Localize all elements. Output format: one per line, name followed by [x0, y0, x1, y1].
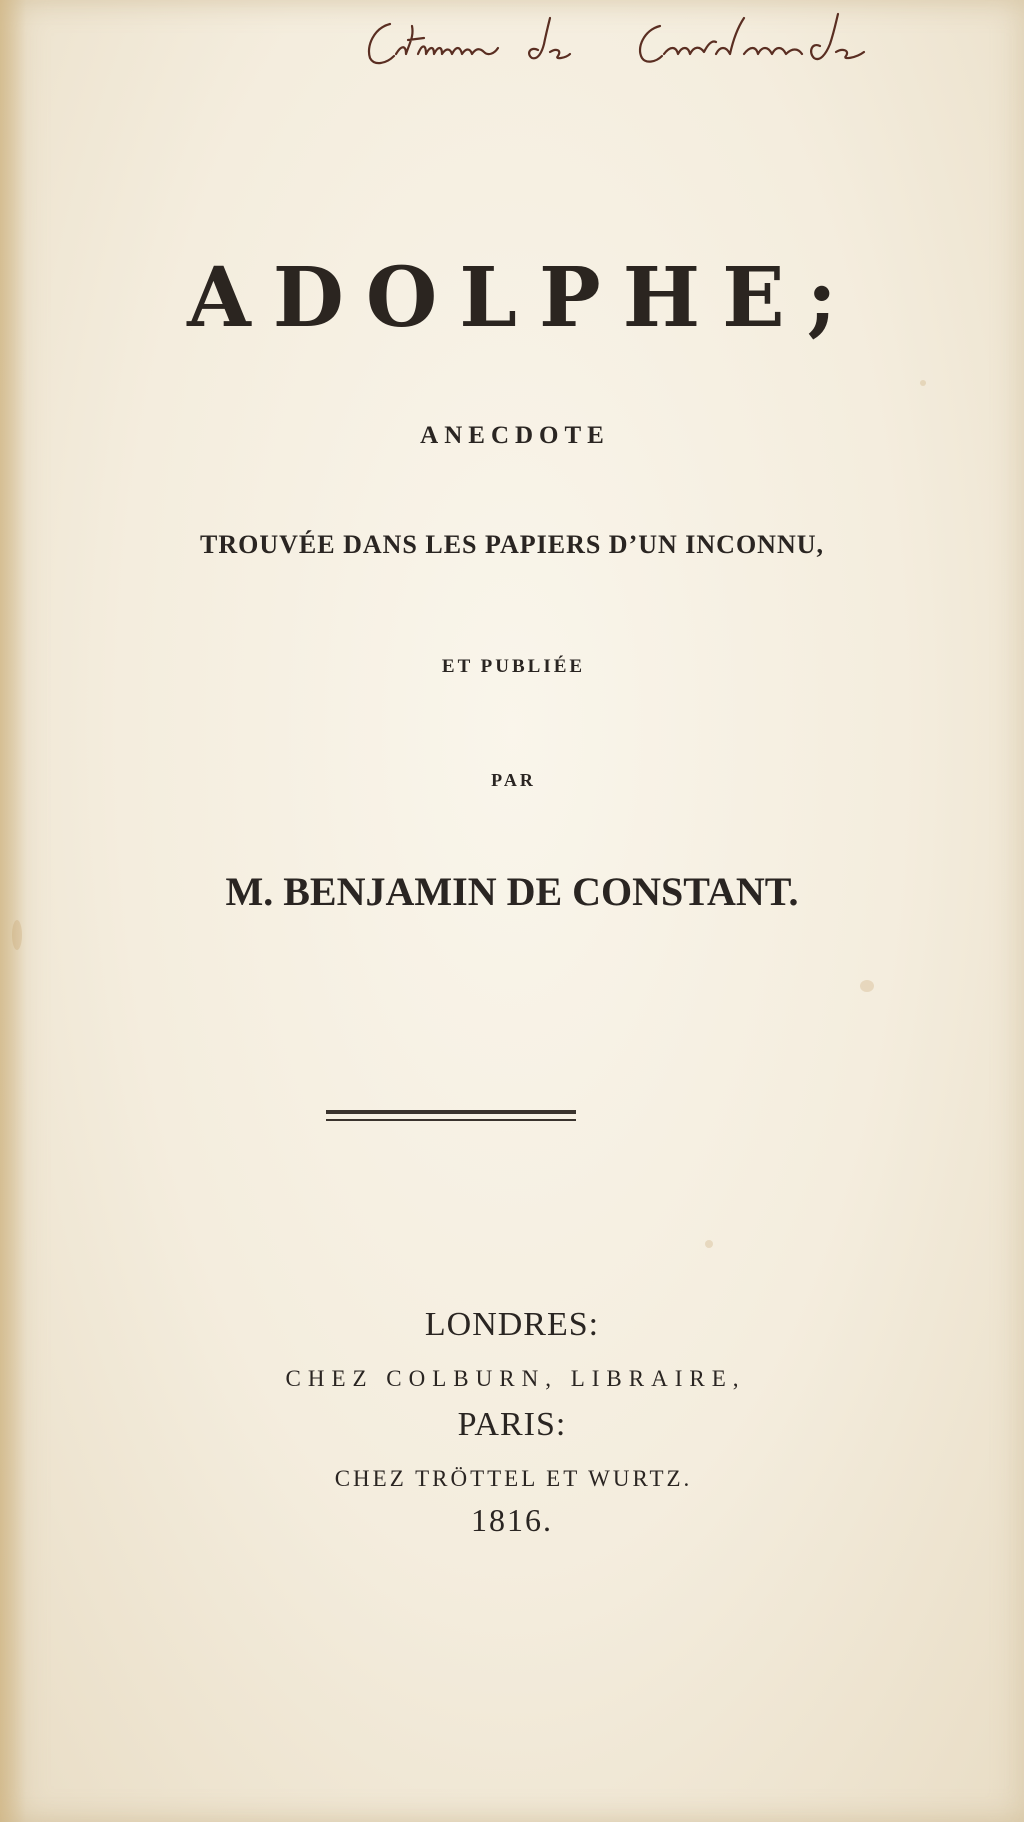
- double-rule-thick: [326, 1110, 576, 1114]
- author-name: M. BENJAMIN DE CONSTANT.: [225, 869, 799, 914]
- imprint-publisher-trottel: CHEZ TRÖTTEL ET WURTZ.: [334, 1466, 693, 1491]
- subtitle-anecdote: ANECDOTE: [420, 422, 610, 449]
- subtitle-found-in-papers: TROUVÉE DANS LES PAPIERS D’UN INCONNU,: [199, 530, 825, 559]
- foxing-spot: [705, 1240, 713, 1248]
- subtitle-published: ET PUBLIÉE: [441, 656, 586, 677]
- imprint-city-london: LONDRES:: [424, 1306, 600, 1343]
- book-title: ADOLPHE;: [187, 250, 859, 346]
- imprint-year: 1816.: [471, 1502, 553, 1538]
- imprint-city-paris: PARIS:: [457, 1406, 567, 1443]
- double-rule-thin: [326, 1119, 576, 1121]
- by-line: PAR: [491, 770, 536, 790]
- foxing-spot: [12, 920, 22, 950]
- imprint-publisher-colburn: CHEZ COLBURN, LIBRAIRE,: [285, 1366, 746, 1391]
- foxing-spot: [920, 380, 926, 386]
- handwritten-signature: [360, 6, 960, 70]
- foxing-spot: [860, 980, 874, 992]
